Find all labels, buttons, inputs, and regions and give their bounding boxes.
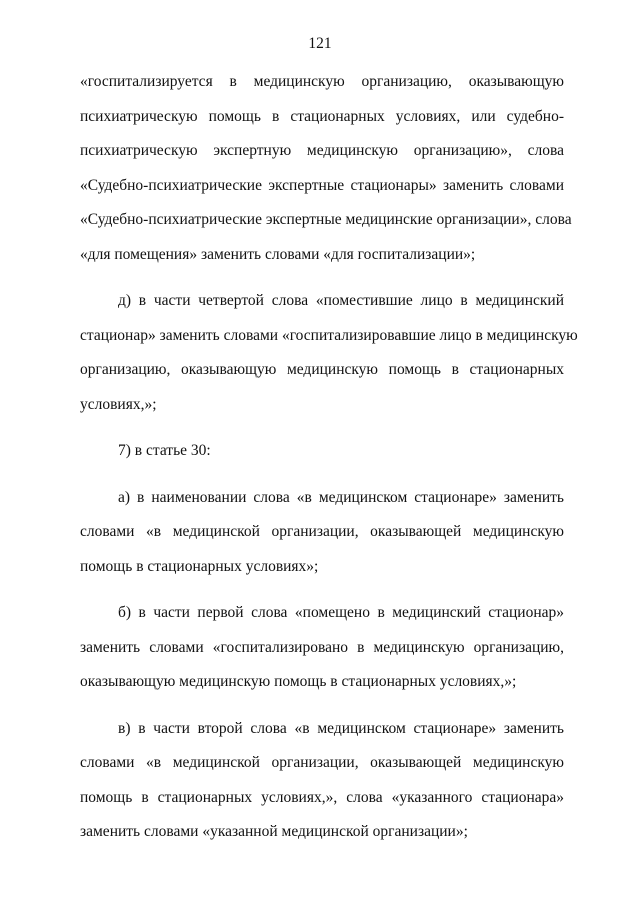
text-line: «для помещения» заменить словами «для госпитализации»; xyxy=(80,245,476,263)
text-line: условиях,»; xyxy=(80,395,157,413)
text-line: заменить словами «указанной медицинской организации»; xyxy=(80,823,468,840)
text-line: организацию, оказывающую медицинскую помощь в стационарных xyxy=(80,361,564,378)
text-line: помощь в стационарных условиях,», слова «указанного стационара» xyxy=(80,788,564,806)
text-line: б) в части первой слова «помещено в медицинский стационар» xyxy=(118,604,564,621)
text-line: оказывающую медицинскую помощь в стационарных условиях,»; xyxy=(80,673,517,690)
text-line: д) в части четвертой слова «поместившие лицо в медицинский xyxy=(118,292,564,309)
page-number: 121 xyxy=(308,35,332,52)
paragraph-continuation xyxy=(80,72,572,279)
text-line: «госпитализируется в медицинскую организацию, оказывающую xyxy=(80,73,564,90)
paragraph-article-30 xyxy=(80,441,564,476)
text-line: заменить словами «госпитализировано в медицинскую организацию, xyxy=(80,638,564,656)
document-body xyxy=(80,72,578,869)
text-line: «Судебно-психиатрические экспертные медицинские организации», слова xyxy=(80,211,572,228)
paragraph-item-v xyxy=(80,719,564,857)
text-line: «Судебно-психиатрические экспертные стационары» заменить словами xyxy=(80,176,564,194)
text-line: в) в части второй слова «в медицинском стационаре» заменить xyxy=(118,719,564,737)
text-line: 7) в статье 30: xyxy=(118,442,211,459)
text-line: а) в наименовании слова «в медицинском стационаре» заменить xyxy=(118,488,564,506)
text-line: стационар» заменить словами «госпитализировавшие лицо в медицинскую xyxy=(80,326,578,344)
text-line: словами «в медицинской организации, оказывающей медицинскую xyxy=(80,754,564,771)
paragraph-item-b xyxy=(80,603,564,707)
text-line: словами «в медицинской организации, оказывающей медицинскую xyxy=(80,523,564,540)
text-line: помощь в стационарных условиях»; xyxy=(80,557,319,575)
text-line: психиатрическую помощь в стационарных условиях, или судебно- xyxy=(80,107,564,125)
text-line: психиатрическую экспертную медицинскую организацию», слова xyxy=(80,142,564,159)
paragraph-item-a xyxy=(80,488,564,592)
paragraph-item-d xyxy=(80,291,578,429)
